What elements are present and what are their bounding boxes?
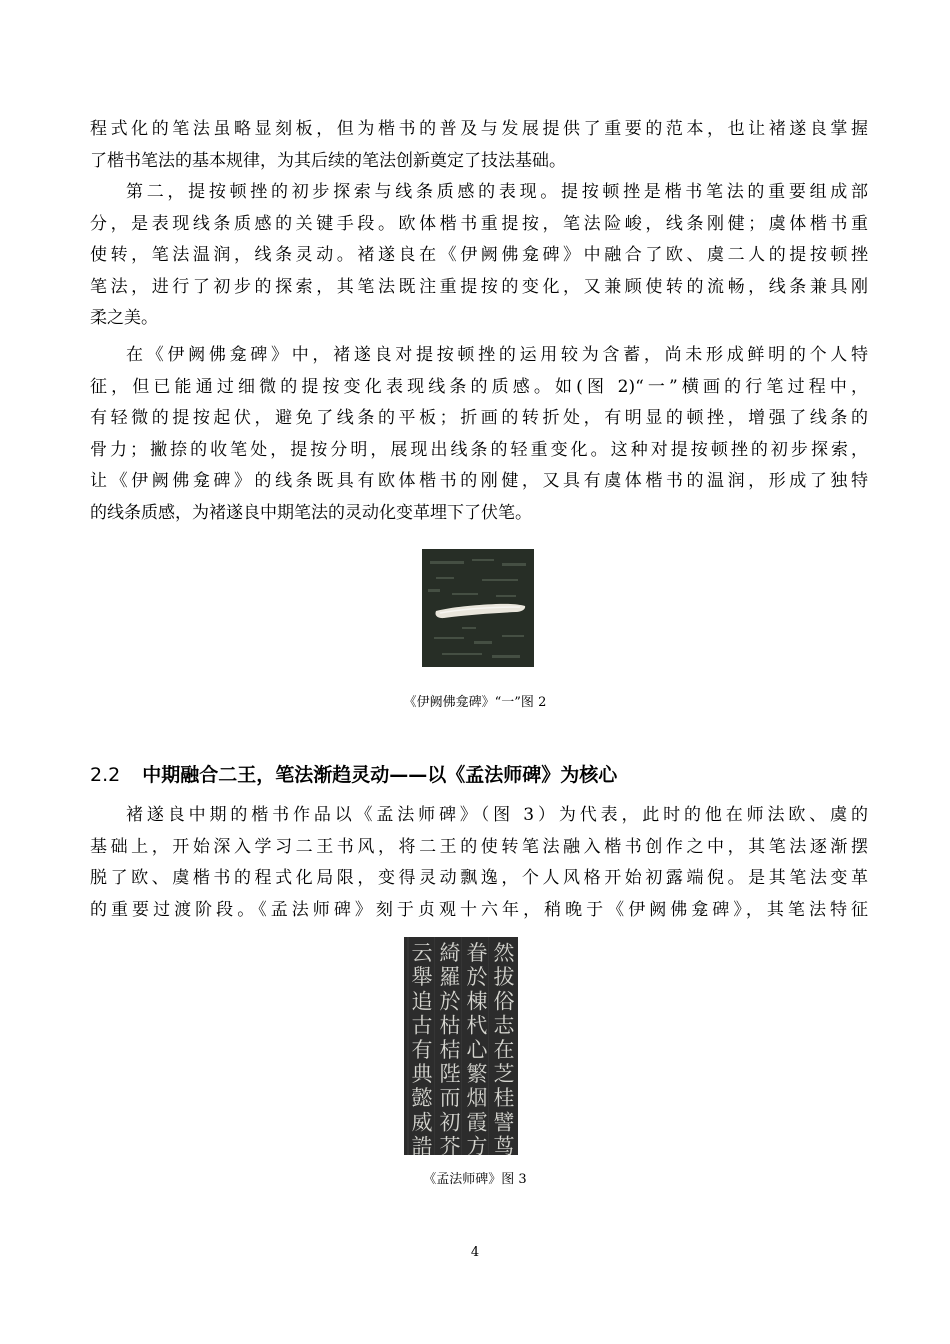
rubbing-glyph: 桔 xyxy=(439,1037,461,1062)
paragraph-2 xyxy=(90,177,868,335)
text-line: 的线条质感，为褚遂良中期笔法的灵动化变革埋下了伏笔。 xyxy=(90,502,532,523)
page-number: 4 xyxy=(470,1245,480,1260)
rubbing-glyph: 志 xyxy=(493,1013,515,1038)
rubbing-glyph: 威 xyxy=(411,1110,433,1135)
rubbing-glyph: 茑 xyxy=(493,1134,515,1155)
text-line: 骨力；撇捺的收笔处，提按分明，展现出线条的轻重变化。这种对提按顿挫的初步探索， xyxy=(90,439,868,460)
rubbing-glyph: 烟 xyxy=(466,1086,488,1111)
text-line: 让《伊阙佛龛碑》的线条既具有欧体楷书的刚健，又具有虞体楷书的温润，形成了独特 xyxy=(90,471,868,492)
text-line: 第二，提按顿挫的初步探索与线条质感的表现。提按顿挫是楷书笔法的重要组成部 xyxy=(126,182,868,202)
text-line: 征，但已能通过细微的提按变化表现线条的质感。如(图 2)“一”横画的行笔过程中， xyxy=(90,376,868,397)
section-heading xyxy=(90,762,617,788)
rubbing-glyph: 羅 xyxy=(439,965,461,990)
rubbing-glyph: 在 xyxy=(493,1037,515,1062)
rubbing-glyph: 枯 xyxy=(439,1013,461,1038)
paragraph-3 xyxy=(90,340,868,530)
text-line: 柔之美。 xyxy=(90,308,158,329)
section-title: 中期融合二王，笔法渐趋灵动——以《孟法师碑》为核心 xyxy=(142,764,618,786)
rubbing-glyph: 古 xyxy=(411,1013,433,1038)
figure-3-caption: 《孟法师碑》图 3 xyxy=(423,1172,527,1187)
rubbing-glyph: 霞 xyxy=(466,1110,488,1135)
stele-rubbing-meng-fashi xyxy=(404,937,518,1155)
text-line: 程式化的笔法虽略显刻板，但为楷书的普及与发展提供了重要的范本，也让褚遂良掌握 xyxy=(90,119,868,139)
rubbing-glyph: 誥 xyxy=(411,1134,433,1155)
rubbing-glyph: 懿 xyxy=(411,1086,433,1111)
rubbing-glyph: 方 xyxy=(466,1134,488,1155)
rubbing-glyph: 俗 xyxy=(493,989,515,1014)
paragraph-4 xyxy=(90,800,868,926)
rubbing-glyph: 譬 xyxy=(493,1110,515,1135)
rubbing-glyph: 而 xyxy=(439,1086,461,1111)
text-line: 褚遂良中期的楷书作品以《孟法师碑》（图 3）为代表，此时的他在师法欧、虞的 xyxy=(126,805,868,825)
rubbing-glyph: 芥 xyxy=(439,1134,461,1155)
rubbing-glyph: 綺 xyxy=(439,940,461,965)
figure-3-image xyxy=(404,937,518,1155)
rubbing-glyph: 眷 xyxy=(466,940,488,965)
text-line: 有轻微的提按起伏，避免了线条的平板；折画的转折处，有明显的顿挫，增强了线条的 xyxy=(90,408,868,429)
rubbing-glyph: 拔 xyxy=(493,965,515,990)
text-line: 使转，笔法温润，线条灵动。褚遂良在《伊阙佛龛碑》中融合了欧、虞二人的提按顿挫 xyxy=(90,245,868,266)
rubbing-glyph: 於 xyxy=(439,989,461,1014)
text-line: 在《伊阙佛龛碑》中，褚遂良对提按顿挫的运用较为含蓄，尚未形成鲜明的个人特 xyxy=(126,345,868,365)
rubbing-glyph: 然 xyxy=(493,940,515,965)
rubbing-glyph: 舉 xyxy=(411,965,433,990)
text-line: 脱了欧、虞楷书的程式化局限，变得灵动飘逸，个人风格开始初露端倪。是其笔法变革 xyxy=(90,868,868,889)
text-line: 的重要过渡阶段。《孟法师碑》刻于贞观十六年，稍晚于《伊阙佛龛碑》，其笔法特征 xyxy=(90,899,868,920)
rubbing-glyph: 陛 xyxy=(439,1062,461,1087)
stele-rubbing-horizontal-stroke xyxy=(422,549,534,667)
rubbing-glyph: 初 xyxy=(439,1110,461,1135)
rubbing-glyph: 棟 xyxy=(466,989,488,1014)
rubbing-glyph: 芝 xyxy=(493,1062,515,1087)
rubbing-glyph: 於 xyxy=(466,965,488,990)
rubbing-glyph: 云 xyxy=(411,940,433,965)
rubbing-glyph: 心 xyxy=(466,1037,488,1062)
figure-2-caption: 《伊阙佛龛碑》“一”图 2 xyxy=(403,695,547,710)
text-line: 分，是表现线条质感的关键手段。欧体楷书重提按，笔法险峻，线条刚健；虞体楷书重 xyxy=(90,213,868,234)
figure-2-image xyxy=(422,549,534,667)
text-line: 基础上，开始深入学习二王书风，将二王的使转笔法融入楷书创作之中，其笔法逐渐摆 xyxy=(90,836,868,857)
rubbing-glyph: 典 xyxy=(411,1062,433,1087)
rubbing-glyph: 桂 xyxy=(493,1086,515,1111)
rubbing-glyph: 有 xyxy=(411,1037,433,1062)
section-number: 2.2 xyxy=(90,764,121,786)
rubbing-glyph: 繁 xyxy=(466,1062,488,1087)
text-line: 笔法，进行了初步的探索，其笔法既注重提按的变化，又兼顾使转的流畅，线条兼具刚 xyxy=(90,276,868,297)
text-line: 了楷书笔法的基本规律，为其后续的笔法创新奠定了技法基础。 xyxy=(90,150,566,171)
paragraph-1 xyxy=(90,114,868,177)
rubbing-glyph: 杙 xyxy=(466,1013,488,1038)
rubbing-glyph: 追 xyxy=(411,989,433,1014)
